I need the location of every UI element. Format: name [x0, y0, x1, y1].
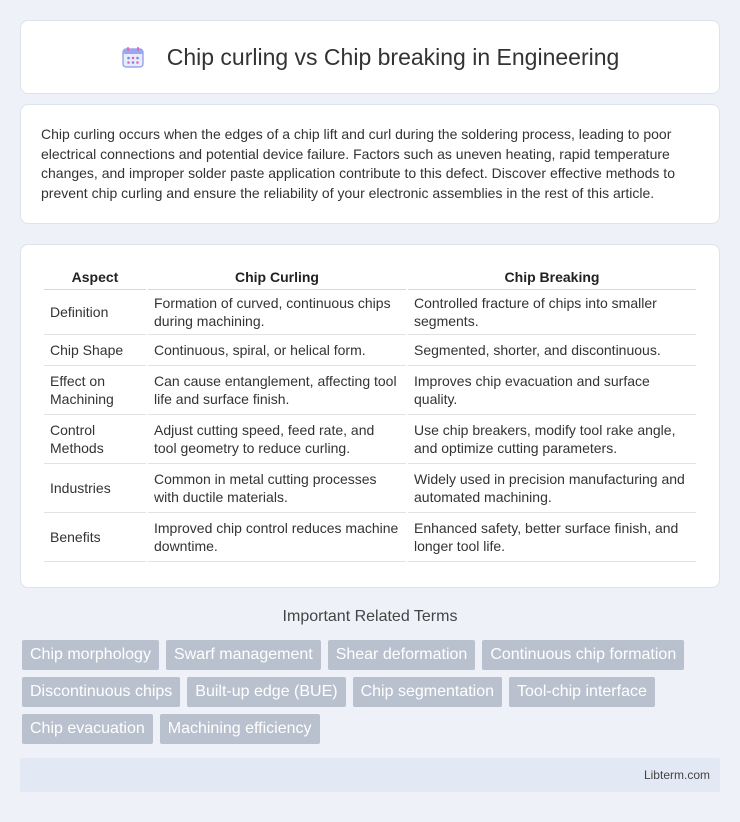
- footer: [20, 758, 720, 792]
- intro-text: Chip curling occurs when the edges of a chip lift and curl during the soldering process, leading to poor electrical connections and potential device failure. Factors such as uneven heating, rapid temperature changes, and improper solder paste application contribute to this defect. Discover effective methods to prevent chip curling and ensure the reliability of your electronic assemblies in the rest of this article.: [41, 126, 675, 201]
- aspect-cell: Effect on Machining: [44, 366, 146, 415]
- table-row: [44, 366, 696, 415]
- related-term-tag[interactable]: Built-up edge (BUE): [187, 677, 345, 707]
- intro-card: [20, 104, 720, 224]
- chip-curling-cell: Improved chip control reduces machine downtime.: [148, 513, 406, 562]
- related-term-tag[interactable]: Chip morphology: [22, 640, 159, 670]
- chip-breaking-cell: Widely used in precision manufacturing and automated machining.: [408, 464, 696, 513]
- comparison-table: [42, 265, 698, 562]
- table-row: [44, 513, 696, 562]
- column-header: Aspect: [44, 265, 146, 290]
- related-term-tag[interactable]: Swarf management: [166, 640, 321, 670]
- chip-breaking-cell: Segmented, shorter, and discontinuous.: [408, 335, 696, 366]
- aspect-cell: Definition: [44, 290, 146, 335]
- related-terms-list: [22, 640, 722, 744]
- footer-link[interactable]: Libterm.com: [643, 768, 710, 782]
- chip-breaking-cell: Controlled fracture of chips into smaller segments.: [408, 290, 696, 335]
- chip-breaking-cell: Improves chip evacuation and surface quality.: [408, 366, 696, 415]
- chip-curling-cell: Adjust cutting speed, feed rate, and tool geometry to reduce curling.: [148, 415, 406, 464]
- aspect-cell: Control Methods: [44, 415, 146, 464]
- table-row: [44, 290, 696, 335]
- table-row: [44, 464, 696, 513]
- related-term-tag[interactable]: Tool-chip interface: [509, 677, 655, 707]
- chip-curling-cell: Continuous, spiral, or helical form.: [148, 335, 406, 366]
- chip-breaking-cell: Use chip breakers, modify tool rake angle, and optimize cutting parameters.: [408, 415, 696, 464]
- chip-curling-cell: Common in metal cutting processes with ductile materials.: [148, 464, 406, 513]
- aspect-cell: Industries: [44, 464, 146, 513]
- comparison-card: [20, 244, 720, 588]
- title-card: [20, 20, 720, 94]
- related-term-tag[interactable]: Shear deformation: [328, 640, 476, 670]
- related-term-tag[interactable]: Chip segmentation: [353, 677, 502, 707]
- related-term-tag[interactable]: Discontinuous chips: [22, 677, 180, 707]
- chip-breaking-cell: Enhanced safety, better surface finish, and longer tool life.: [408, 513, 696, 562]
- table-row: [44, 415, 696, 464]
- related-term-tag[interactable]: Continuous chip formation: [482, 640, 684, 670]
- page-title: Chip curling vs Chip breaking in Engineering: [166, 43, 620, 70]
- chip-curling-cell: Formation of curved, continuous chips during machining.: [148, 290, 406, 335]
- related-terms-title: Important Related Terms: [282, 608, 458, 625]
- calendar-icon: [121, 45, 145, 69]
- chip-curling-cell: Can cause entanglement, affecting tool life and surface finish.: [148, 366, 406, 415]
- column-header: Chip Curling: [148, 265, 406, 290]
- column-header: Chip Breaking: [408, 265, 696, 290]
- table-row: [44, 335, 696, 366]
- related-term-tag[interactable]: Machining efficiency: [160, 714, 320, 744]
- related-term-tag[interactable]: Chip evacuation: [22, 714, 153, 744]
- aspect-cell: Chip Shape: [44, 335, 146, 366]
- aspect-cell: Benefits: [44, 513, 146, 562]
